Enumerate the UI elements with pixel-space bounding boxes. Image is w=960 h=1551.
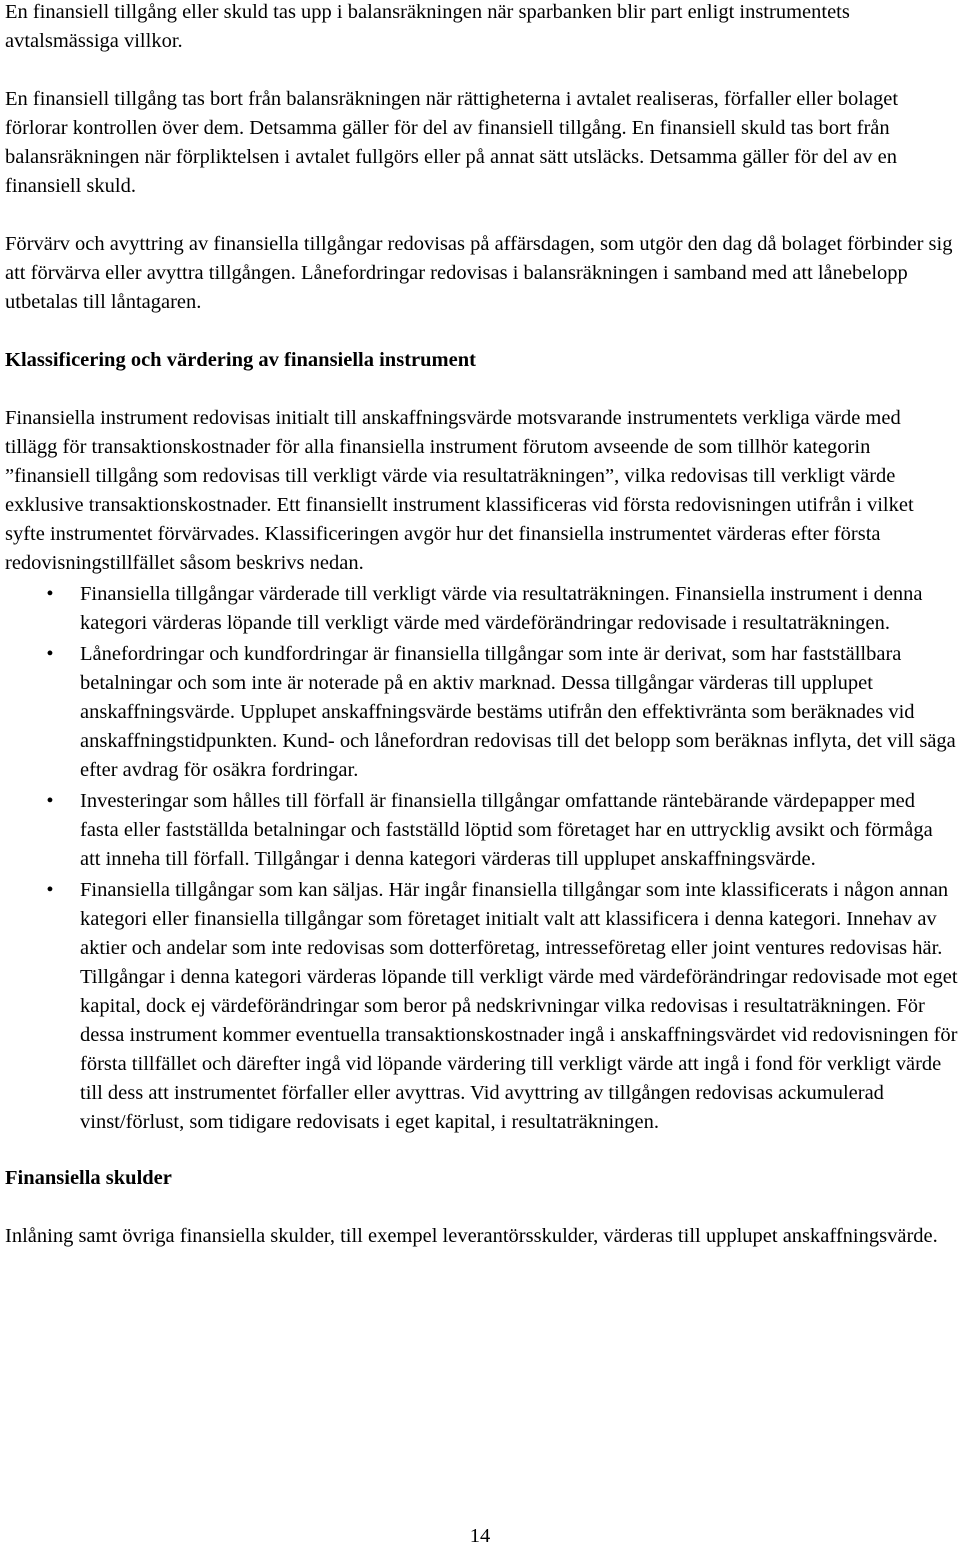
classification-bullet-list bbox=[5, 580, 958, 1137]
heading-finansiella-skulder: Finansiella skulder bbox=[5, 1167, 172, 1189]
list-item-text: Lånefordringar och kundfordringar är finansiella tillgångar som inte är derivat, som har fastställbara betalningar och som inte är noterade på en aktiv marknad. Dessa tillgångar värderas till upplupet anskaffningsvärde. Upplupet anskaffningsvärde bestäms utifrån den effektivränta som beräknades vid anskaffningstidpunkten. Kund- och lånefordran redovisas till det belopp som beräknas inflyta, det vill säga efter avdrag för osäkra fordringar. bbox=[80, 643, 956, 781]
list-item bbox=[5, 640, 958, 785]
list-item bbox=[5, 876, 958, 1137]
document-page bbox=[5, 0, 958, 1251]
paragraph-recognition: En finansiell tillgång eller skuld tas upp i balansräkningen när sparbanken blir part enligt instrumentets avtalsmässiga villkor. bbox=[5, 1, 850, 52]
list-item-text: Finansiella tillgångar som kan säljas. Här ingår finansiella tillgångar som inte klassificerats i någon annan kategori eller finansiella tillgångar som företaget initialt valt att klassificera i denna kategori. Innehav av aktier och andelar som inte redovisas som dotterföretag, intresseföretag eller joint ventures redovisas här. Tillgångar i denna kategori värderas löpande till verkligt värde med värdeförändringar redovisade mot eget kapital, dock ej värdeförändringar som beror på nedskrivningar vilka redovisas i resultaträkningen. För dessa instrument kommer eventuella transaktionskostnader ingå i anskaffningsvärdet vid redovisningen för första tillfället och därefter ingå vid löpande värdering till verkligt värde att ingå i fond för verkligt värde till dess att instrumentet förfaller eller avyttras. Vid avyttring av tillgången redovisas ackumulerad vinst/förlust, som tidigare redovisats i eget kapital, i resultaträkningen. bbox=[80, 879, 958, 1133]
list-item bbox=[5, 787, 958, 874]
paragraph-klassificering-intro: Finansiella instrument redovisas initialt till anskaffningsvärde motsvarande instrumentets verkliga värde med tillägg för transaktionskostnader för alla finansiella instrument förutom avseende de som tillhör kategorin ”finansiell tillgång som redovisas till verkligt värde via resultaträkningen”, vilka redovisas till verkligt värde exklusive transaktionskostnader. Ett finansiellt instrument klassificeras vid första redovisningen utifrån i vilket syfte instrumentet förvärvades. Klassificeringen avgör hur det finansiella instrumentet värderas efter första redovisningstillfället såsom beskrivs nedan. bbox=[5, 407, 914, 574]
bullet-icon: • bbox=[46, 879, 54, 901]
bullet-icon: • bbox=[46, 790, 54, 812]
list-item-text: Finansiella tillgångar värderade till verkligt värde via resultaträkningen. Finansiella instrument i denna kategori värderas löpande till verkligt värde med värdeförändringar redovisade i resultaträkningen. bbox=[80, 583, 923, 634]
list-item bbox=[5, 580, 958, 638]
heading-klassificering: Klassificering och värdering av finansiella instrument bbox=[5, 349, 476, 371]
paragraph-derecognition: En finansiell tillgång tas bort från balansräkningen när rättigheterna i avtalet realiseras, förfaller eller bolaget förlorar kontrollen över dem. Detsamma gäller för del av finansiell tillgång. En finansiell skuld tas bort från balansräkningen när förpliktelsen i avtalet fullgörs eller på annat sätt utsläcks. Detsamma gäller för del av en finansiell skuld. bbox=[5, 88, 899, 197]
paragraph-trade-date: Förvärv och avyttring av finansiella tillgångar redovisas på affärsdagen, som utgör den dag då bolaget förbinder sig att förvärva eller avyttra tillgången. Lånefordringar redovisas i balansräkningen i samband med att lånebelopp utbetalas till låntagaren. bbox=[5, 233, 953, 313]
bullet-icon: • bbox=[46, 643, 54, 665]
paragraph-finansiella-skulder: Inlåning samt övriga finansiella skulder, till exempel leverantörsskulder, värderas till upplupet anskaffningsvärde. bbox=[5, 1225, 938, 1247]
list-item-text: Investeringar som hålles till förfall är finansiella tillgångar omfattande räntebärande värdepapper med fasta eller fastställda betalningar och fastställd löptid som företaget har en uttrycklig avsikt och förmåga att inneha till förfall. Tillgångar i denna kategori värderas till upplupet anskaffningsvärde. bbox=[80, 790, 933, 870]
page-number: 14 bbox=[469, 1525, 491, 1547]
bullet-icon: • bbox=[46, 583, 54, 605]
